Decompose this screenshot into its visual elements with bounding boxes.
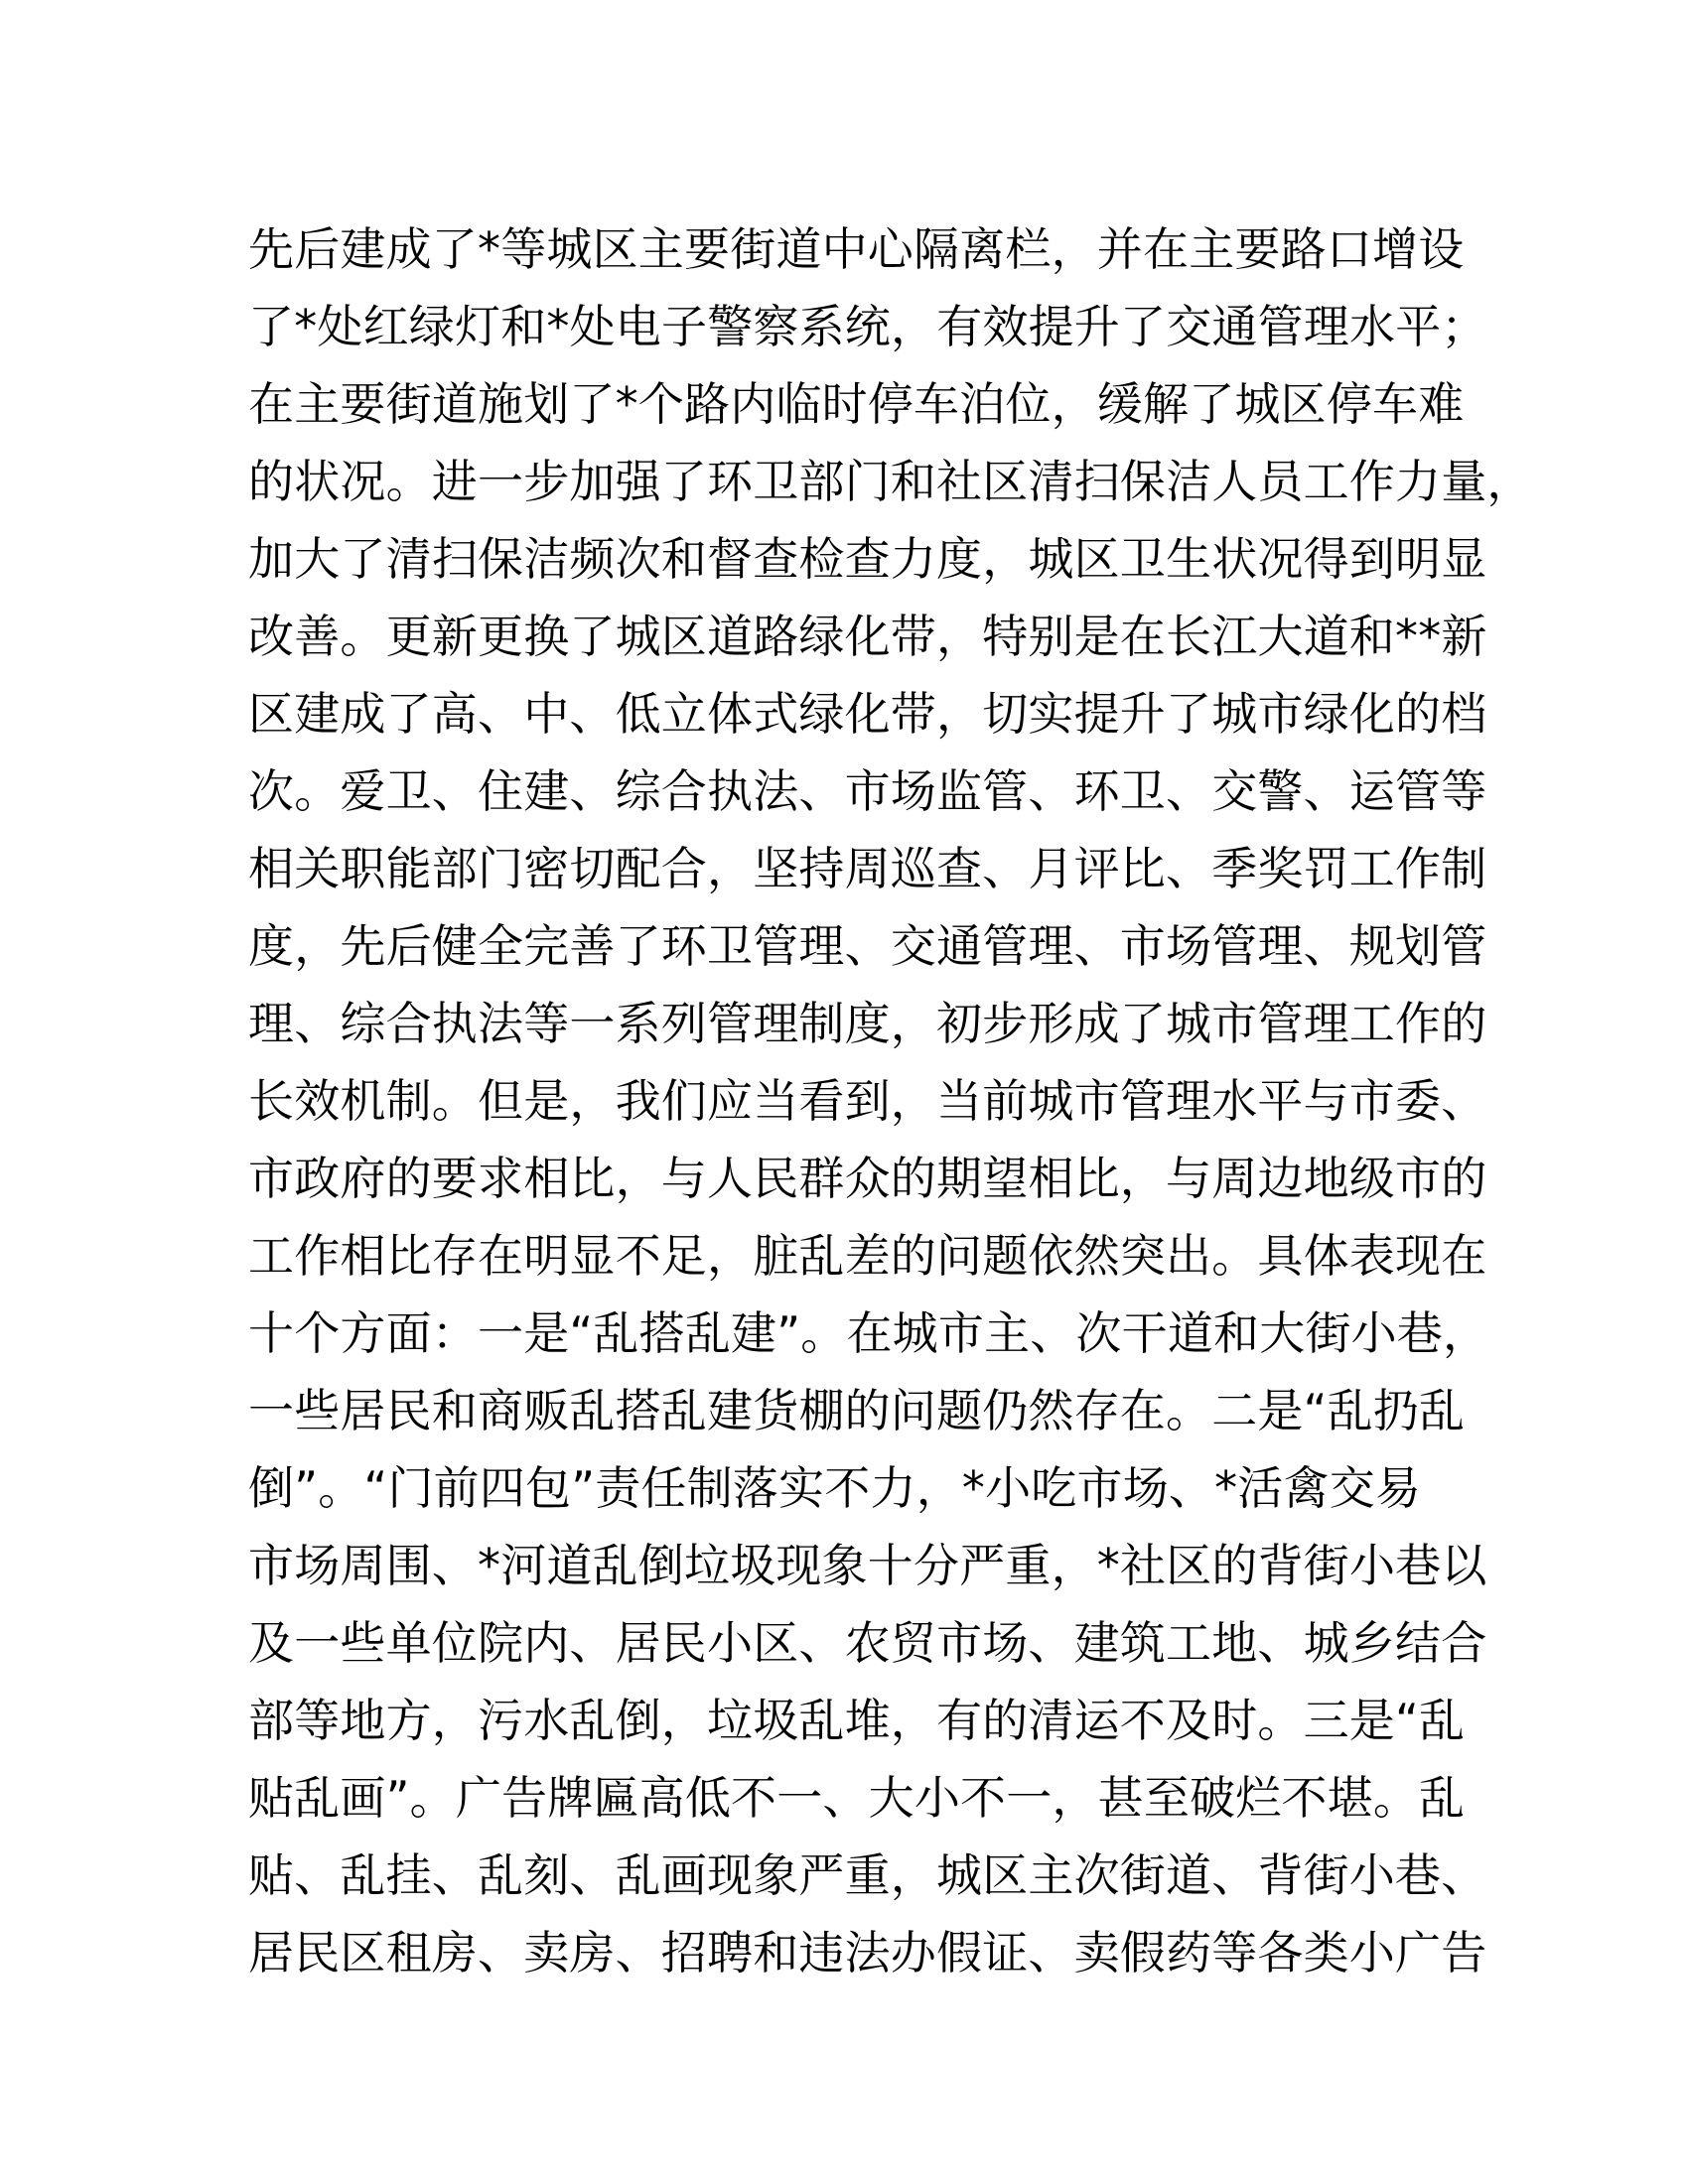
text-line-6: 改善。更新更换了城区道路绿化带，特别是在长江大道和**新 [248,610,1487,663]
text-line-13: 市政府的要求相比，与人民群众的期望相比，与周边地级市的 [248,1152,1487,1205]
text-line-15: 十个方面：一是“乱搭乱建”。在城市主、次干道和大街小巷， [248,1306,1489,1360]
text-line-19: 及一些单位院内、居民小区、农贸市场、建筑工地、城乡结合 [248,1616,1487,1670]
text-line-7: 区建成了高、中、低立体式绿化带，切实提升了城市绿化的档 [248,687,1487,741]
text-line-10: 度，先后健全完善了环卫管理、交通管理、市场管理、规划管 [248,919,1487,973]
text-line-14: 工作相比存在明显不足，脏乱差的问题依然突出。具体表现在 [248,1229,1487,1283]
text-line-5: 加大了清扫保洁频次和督查检查力度，城区卫生状况得到明显 [248,532,1487,586]
text-line-11: 理、综合执法等一系列管理制度，初步形成了城市管理工作的 [248,997,1487,1050]
text-line-20: 部等地方，污水乱倒，垃圾乱堆，有的清运不及时。三是“乱 [248,1694,1466,1747]
text-line-17: 倒”。“门前四包”责任制落实不力，*小吃市场、*活禽交易 [248,1461,1422,1515]
text-line-22: 贴、乱挂、乱刻、乱画现象严重，城区主次街道、背街小巷、 [248,1848,1487,1902]
text-line-8: 次。爱卫、住建、综合执法、市场监管、环卫、交警、运管等 [248,764,1487,818]
text-line-21: 贴乱画”。广告牌匾高低不一、大小不一，甚至破烂不堪。乱 [248,1771,1466,1825]
body-paragraph [248,210,1533,1991]
text-line-4: 的状况。进一步加强了环卫部门和社区清扫保洁人员工作力量， [248,455,1533,508]
text-line-18: 市场周围、*河道乱倒垃圾现象十分严重，*社区的背街小巷以 [248,1539,1487,1592]
text-line-16: 一些居民和商贩乱搭乱建货棚的问题仍然存在。二是“乱扔乱 [248,1384,1466,1437]
text-line-23: 居民区租房、卖房、招聘和违法办假证、卖假药等各类小广告 [248,1926,1487,1979]
text-line-2: 了*处红绿灯和*处电子警察系统，有效提升了交通管理水平； [248,300,1487,353]
text-line-1: 先后建成了*等城区主要街道中心隔离栏，并在主要路口增设 [248,222,1465,276]
text-line-3: 在主要街道施划了*个路内临时停车泊位，缓解了城区停车难 [248,377,1465,431]
text-line-12: 长效机制。但是，我们应当看到，当前城市管理水平与市委、 [248,1074,1487,1128]
text-line-9: 相关职能部门密切配合，坚持周巡查、月评比、季奖罚工作制 [248,842,1487,895]
